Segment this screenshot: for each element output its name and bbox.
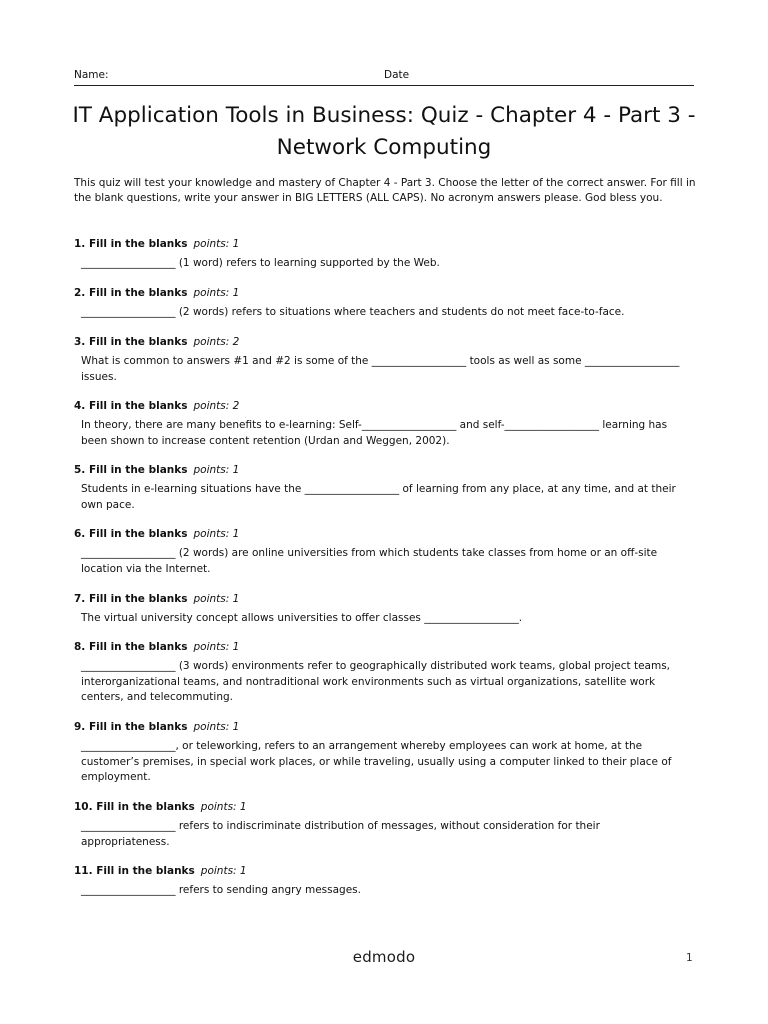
question-label: 2. Fill in the blanks [74, 287, 188, 299]
question-text: The virtual university concept allows universities to offer classes __________________. [81, 612, 523, 624]
question-label: 3. Fill in the blanks [74, 336, 188, 348]
question-2 [74, 286, 684, 321]
question-11 [74, 864, 684, 899]
question-text: __________________ refers to indiscriminate distribution of messages, without consideration for their appropriateness. [81, 820, 600, 848]
question-10 [74, 800, 684, 850]
question-points: points: 1 [200, 865, 247, 877]
question-7 [74, 592, 684, 627]
quiz-instructions: This quiz will test your knowledge and mastery of Chapter 4 - Part 3. Choose the letter of the correct answer. For fill in the blank questions, write your answer in BIG LETTERS (ALL CAPS). No acronym answers please. God bless you. [74, 177, 696, 205]
question-points: points: 1 [193, 721, 240, 733]
question-text: __________________ (1 word) refers to learning supported by the Web. [81, 257, 440, 269]
question-text: __________________ (3 words) environments refer to geographically distributed work teams, global project teams, interorganizational teams, and nontraditional work environments such as virtual organizations, satellite work centers, and telecommuting. [81, 660, 670, 703]
question-label: 7. Fill in the blanks [74, 593, 188, 605]
question-label: 8. Fill in the blanks [74, 641, 188, 653]
question-points: points: 1 [193, 593, 240, 605]
question-label: 11. Fill in the blanks [74, 865, 195, 877]
question-label: 5. Fill in the blanks [74, 464, 188, 476]
question-text: __________________ refers to sending angry messages. [81, 884, 361, 896]
question-label: 4. Fill in the blanks [74, 400, 188, 412]
header-row [74, 69, 694, 86]
question-1 [74, 237, 684, 272]
question-8 [74, 640, 684, 706]
question-points: points: 1 [193, 464, 240, 476]
question-points: points: 2 [193, 336, 240, 348]
question-4 [74, 399, 684, 449]
question-9 [74, 720, 684, 786]
question-text: In theory, there are many benefits to e-learning: Self-__________________ and self-__________________ learning has been shown to increase content retention (Urdan and Weggen, 2002). [81, 419, 668, 447]
question-points: points: 1 [193, 238, 240, 250]
edmodo-logo: edmodo [352, 948, 416, 966]
question-points: points: 1 [193, 528, 240, 540]
date-label: Date [384, 69, 410, 81]
question-label: 6. Fill in the blanks [74, 528, 188, 540]
question-label: 1. Fill in the blanks [74, 238, 188, 250]
question-label: 10. Fill in the blanks [74, 801, 195, 813]
question-points: points: 1 [193, 641, 240, 653]
question-6 [74, 527, 684, 577]
page-title: IT Application Tools in Business: Quiz - Chapter 4 - Part 3 - Network Computing [72, 103, 696, 160]
question-3 [74, 335, 684, 385]
question-text: __________________ (2 words) refers to situations where teachers and students do not meet face-to-face. [81, 306, 625, 318]
question-points: points: 1 [193, 287, 240, 299]
question-text: __________________, or teleworking, refers to an arrangement whereby employees can work at home, at the customer’s premises, in special work places, or while traveling, usually using a computer linked to their place of employment. [81, 740, 672, 783]
question-text: Students in e-learning situations have the __________________ of learning from any place, at any time, and at their own pace. [81, 483, 676, 511]
question-points: points: 2 [193, 400, 240, 412]
question-label: 9. Fill in the blanks [74, 721, 188, 733]
name-label: Name: [74, 69, 109, 81]
question-5 [74, 463, 684, 513]
page-number: 1 [686, 952, 693, 964]
question-text: What is common to answers #1 and #2 is some of the __________________ tools as well as some __________________ issues. [81, 355, 680, 383]
question-points: points: 1 [200, 801, 247, 813]
question-text: __________________ (2 words) are online universities from which students take classes from home or an off-site location via the Internet. [81, 547, 658, 575]
